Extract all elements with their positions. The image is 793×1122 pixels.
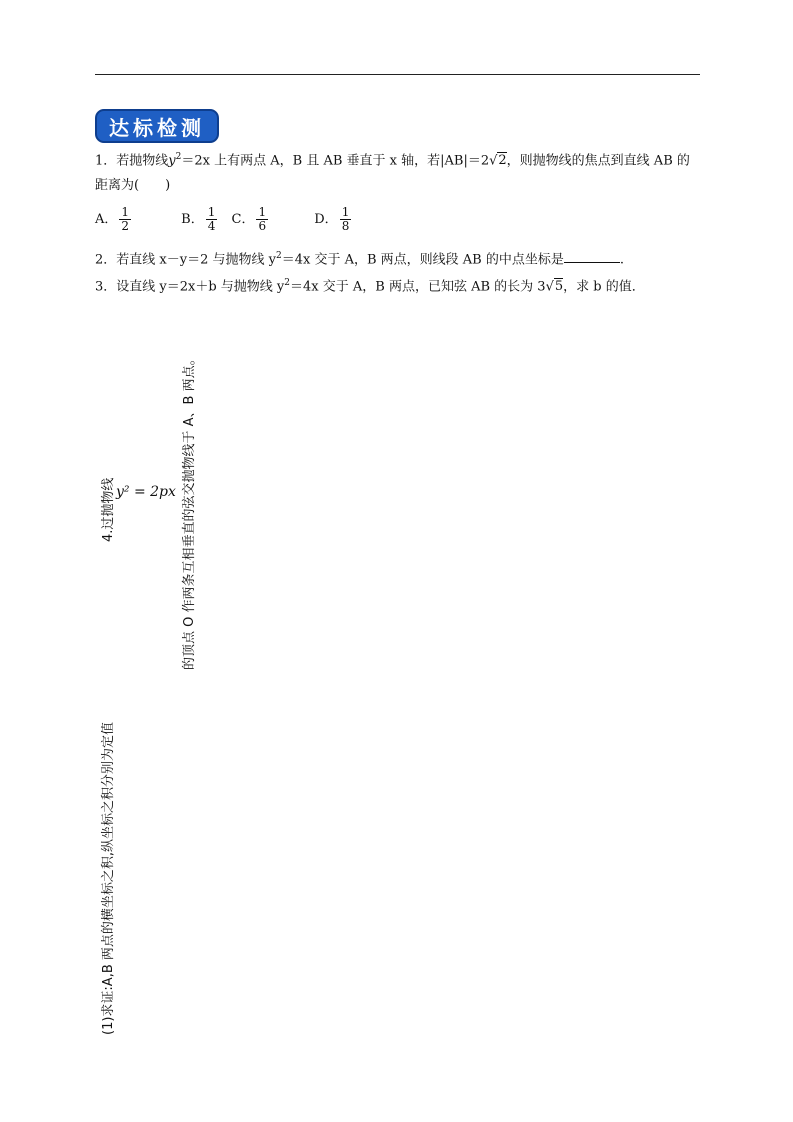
q1-text-a: 1．若抛物线 — [95, 153, 169, 169]
q1-sup: 2 — [175, 152, 182, 162]
question-3 — [95, 274, 645, 296]
q4-text: 的顶点 O 作两条互相垂直的弦交抛物线于 A、B 两点。 — [182, 352, 197, 670]
q2-text-a: 2．若直线 x－y＝2 与抛物线 y — [95, 252, 276, 268]
q4-label: 4.过抛物线 — [101, 477, 116, 542]
question-2 — [95, 247, 624, 269]
q2-sup: 2 — [275, 251, 282, 261]
q4-formula: y² = 2px — [116, 484, 176, 500]
q3-text-a: 3．设直线 y＝2x＋b 与抛物线 y — [95, 279, 285, 295]
q3-sup: 2 — [284, 278, 291, 288]
section-title-badge — [95, 109, 219, 143]
q3-text-b: ＝4x 交于 A，B 两点，已知弦 AB 的长为 3 — [290, 279, 546, 295]
q2-text-c: . — [619, 252, 624, 268]
answer-blank[interactable] — [564, 250, 620, 263]
q1-text-d: ＝2x 上有两点 A，B 且 AB 垂直于 x 轴，若|AB|＝2 — [181, 153, 490, 169]
header-rule — [95, 74, 700, 75]
option-b: B． $\frac{1}{4}$ — [181, 205, 216, 233]
question-1-options — [95, 206, 353, 234]
q3-sqrt-symbol: √ — [545, 279, 554, 295]
q3-text-c: ，求 b 的值． — [563, 279, 645, 295]
q3-sqrt-value: 5 — [554, 279, 564, 295]
question-1-line-1 — [95, 148, 690, 170]
q1-text-e: ，则抛物线的焦点到直线 AB 的 — [506, 153, 690, 169]
q1-text-line2: 距离为( ) — [95, 178, 171, 193]
option-d: D． $\frac{1}{8}$ — [314, 205, 350, 233]
option-a: A． $\frac{1}{2}$ — [95, 205, 130, 233]
question-1-line-2 — [95, 177, 170, 195]
q1-sqrt-value: 2 — [498, 153, 507, 169]
q1-sqrt-symbol: √ — [489, 153, 498, 169]
q1-var-y: y — [168, 153, 176, 169]
q4-part-1: (1)求证:A,B 两点的横坐标之积,纵坐标之积分别为定值 — [101, 721, 116, 1035]
option-c: C． $\frac{1}{6}$ — [231, 205, 267, 233]
q2-text-b: ＝4x 交于 A，B 两点，则线段 AB 的中点坐标是 — [281, 252, 564, 268]
section-title: 达标检测 — [109, 115, 205, 140]
